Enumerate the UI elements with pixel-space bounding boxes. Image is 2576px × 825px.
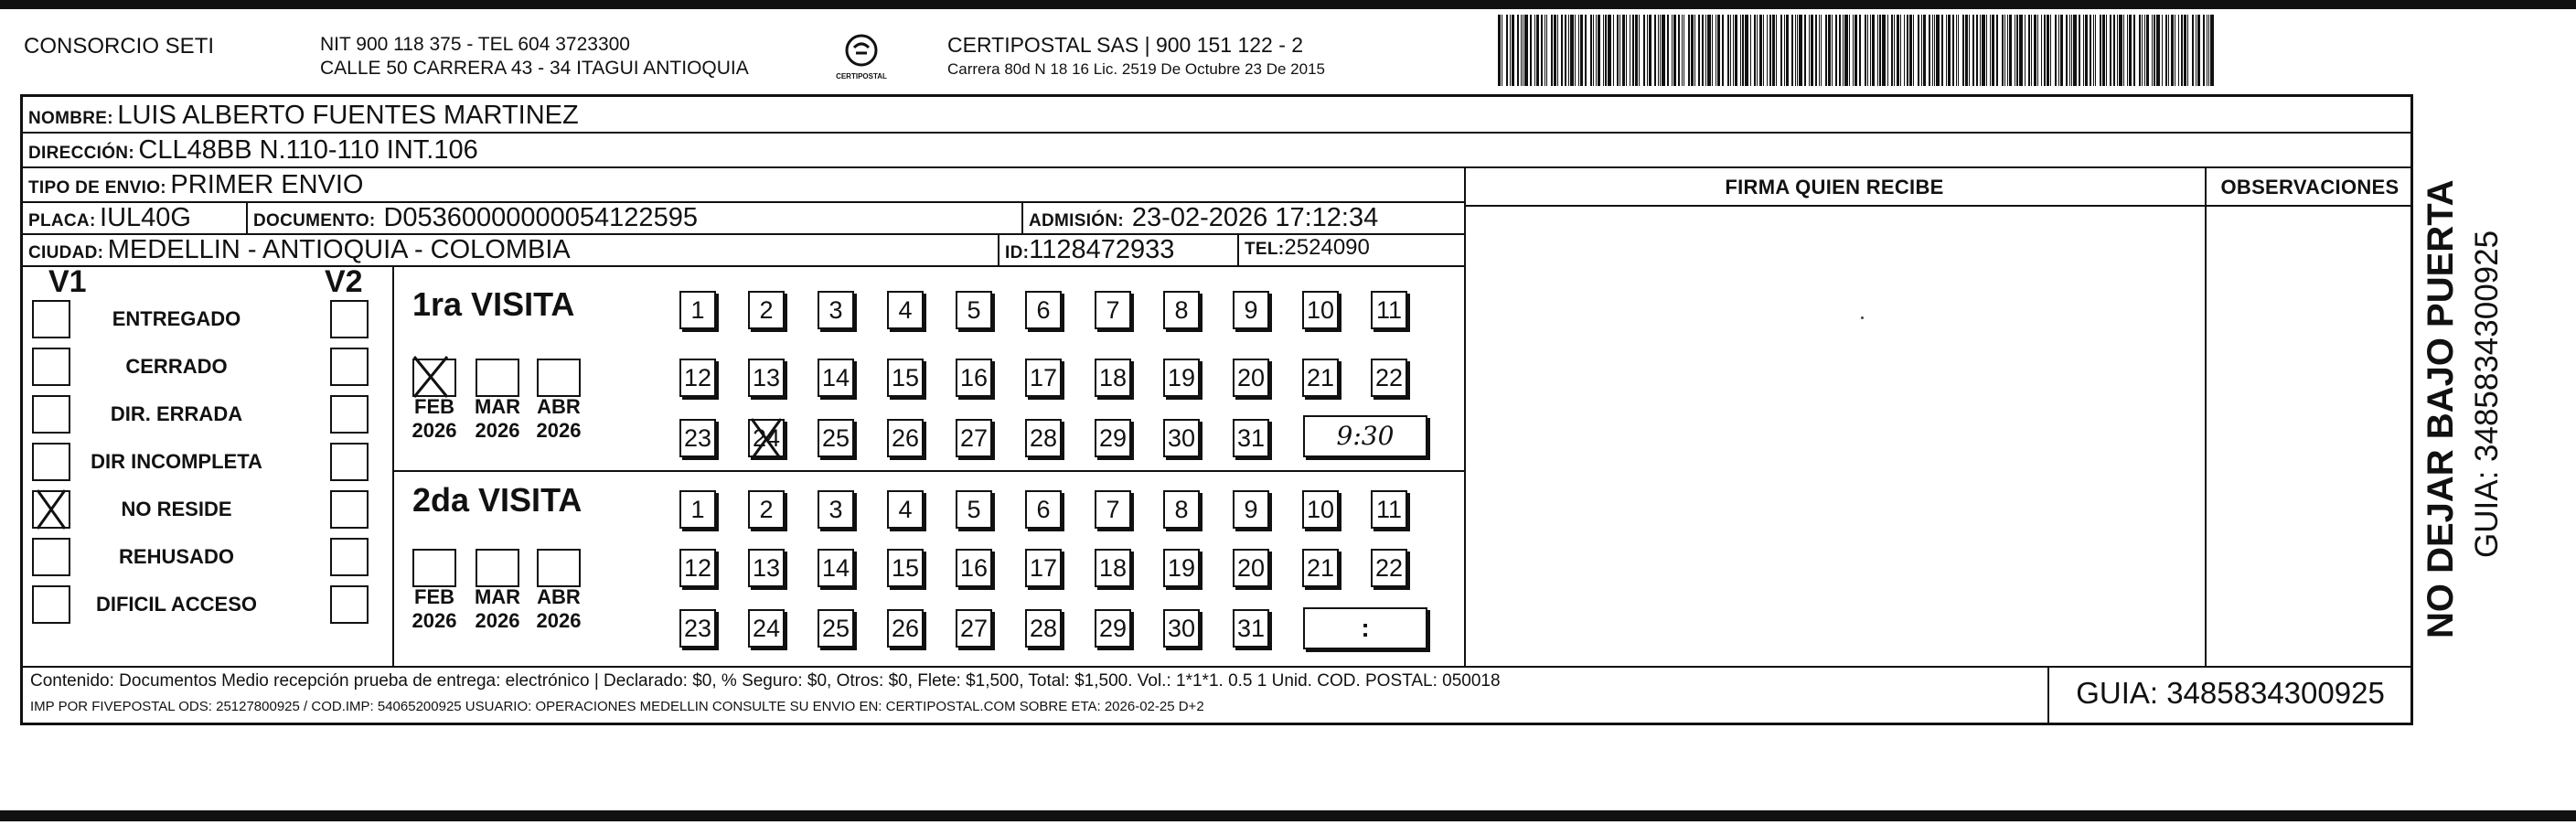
barcode bbox=[1498, 15, 2220, 86]
first-day-box[interactable]: 18 bbox=[1095, 359, 1131, 397]
status-label: DIR. ERRADA bbox=[110, 402, 243, 425]
first-day-box[interactable]: 6 bbox=[1025, 291, 1062, 329]
v2-checkbox[interactable] bbox=[330, 300, 369, 338]
first-day-box[interactable]: 5 bbox=[956, 291, 992, 329]
placa-field: PLACA: IUL40G bbox=[28, 203, 191, 232]
first-day-box[interactable]: 23 bbox=[679, 419, 716, 457]
first-day-box[interactable]: 8 bbox=[1163, 291, 1200, 329]
v2-header: V2 bbox=[325, 264, 363, 299]
tel-field: TEL: 2524090 bbox=[1245, 235, 1370, 260]
second-day-box[interactable]: 16 bbox=[956, 549, 992, 587]
first-day-box[interactable]: 17 bbox=[1025, 359, 1062, 397]
observaciones-header: OBSERVACIONES bbox=[2220, 176, 2400, 198]
second-day-box[interactable]: 7 bbox=[1095, 490, 1131, 529]
first-visit-time[interactable]: 9:30 bbox=[1303, 415, 1427, 457]
second-day-box[interactable]: 12 bbox=[679, 549, 716, 587]
second-visit-time[interactable]: : bbox=[1303, 607, 1427, 649]
tipo-envio-row: TIPO DE ENVIO: PRIMER ENVIO bbox=[28, 170, 364, 199]
second-day-box[interactable]: 4 bbox=[887, 490, 924, 529]
v1-checkbox[interactable] bbox=[32, 585, 70, 624]
v2-checkbox[interactable] bbox=[330, 490, 369, 529]
first-day-box[interactable]: 14 bbox=[818, 359, 854, 397]
direccion-value: CLL48BB N.110-110 INT.106 bbox=[138, 135, 478, 165]
second-day-box[interactable]: 19 bbox=[1163, 549, 1200, 587]
first-day-box[interactable]: 30 bbox=[1163, 419, 1200, 457]
first-day-box[interactable]: 24 bbox=[748, 419, 785, 457]
first-day-box[interactable]: 1 bbox=[679, 291, 716, 329]
first-month-label: FEB 2026 bbox=[412, 395, 457, 442]
second-day-box[interactable]: 13 bbox=[748, 549, 785, 587]
v2-checkbox[interactable] bbox=[330, 585, 369, 624]
first-day-box[interactable]: 2 bbox=[748, 291, 785, 329]
ciudad-field: CIUDAD: MEDELLIN - ANTIOQUIA - COLOMBIA bbox=[28, 235, 571, 264]
v1-checkbox[interactable] bbox=[32, 538, 70, 576]
status-label: DIFICIL ACCESO bbox=[95, 593, 257, 616]
stray-dot bbox=[1861, 316, 1864, 319]
second-day-box[interactable]: 5 bbox=[956, 490, 992, 529]
first-day-box[interactable]: 11 bbox=[1371, 291, 1407, 329]
first-day-box[interactable]: 9 bbox=[1233, 291, 1269, 329]
status-label: NO RESIDE bbox=[121, 498, 232, 520]
second-day-box[interactable]: 28 bbox=[1025, 609, 1062, 648]
second-day-box[interactable]: 26 bbox=[887, 609, 924, 648]
first-day-box[interactable]: 15 bbox=[887, 359, 924, 397]
second-month-label: ABR 2026 bbox=[536, 585, 582, 632]
direccion-row: DIRECCIÓN: CLL48BB N.110-110 INT.106 bbox=[28, 135, 478, 165]
first-day-box[interactable]: 28 bbox=[1025, 419, 1062, 457]
firma-header: FIRMA QUIEN RECIBE bbox=[1725, 176, 1944, 198]
first-day-box[interactable]: 25 bbox=[818, 419, 854, 457]
status-label: ENTREGADO bbox=[112, 307, 241, 330]
nit-line: NIT 900 118 375 - TEL 604 3723300 bbox=[320, 34, 630, 55]
first-day-box[interactable]: 22 bbox=[1371, 359, 1407, 397]
first-day-box[interactable]: 31 bbox=[1233, 419, 1269, 457]
second-day-box[interactable]: 8 bbox=[1163, 490, 1200, 529]
second-day-box[interactable]: 15 bbox=[887, 549, 924, 587]
documento-field: DOCUMENTO: D05360000000054122595 bbox=[253, 203, 698, 232]
second-day-box[interactable]: 2 bbox=[748, 490, 785, 529]
first-day-box[interactable]: 26 bbox=[887, 419, 924, 457]
v1-checkbox[interactable] bbox=[32, 443, 70, 481]
v2-checkbox[interactable] bbox=[330, 395, 369, 434]
nombre-value: LUIS ALBERTO FUENTES MARTINEZ bbox=[117, 101, 579, 130]
second-day-box[interactable]: 24 bbox=[748, 609, 785, 648]
v1-checkbox[interactable] bbox=[32, 348, 70, 386]
first-day-box[interactable]: 20 bbox=[1233, 359, 1269, 397]
second-day-box[interactable]: 21 bbox=[1302, 549, 1339, 587]
nombre-row: NOMBRE: LUIS ALBERTO FUENTES MARTINEZ bbox=[28, 101, 579, 130]
v1-header: V1 bbox=[48, 264, 87, 299]
v1-checkbox[interactable] bbox=[32, 490, 70, 529]
guia-number: GUIA: 3485834300925 bbox=[2076, 676, 2385, 710]
first-month-label: MAR 2026 bbox=[474, 395, 521, 442]
certipostal-logo: CERTIPOSTAL bbox=[834, 33, 889, 88]
second-day-box[interactable]: 6 bbox=[1025, 490, 1062, 529]
imp-line: IMP POR FIVEPOSTAL ODS: 25127800925 / COD.IMP: 54065200925 USUARIO: OPERACIONES MEDELLIN CONSULTE SU ENVIO EN: CERTIPOSTAL.COM SOBRE ETA: 2026-02-25 D+2 bbox=[30, 699, 1204, 714]
bottom-border bbox=[0, 810, 2576, 821]
second-day-box[interactable]: 11 bbox=[1371, 490, 1407, 529]
company-name: CONSORCIO SETI bbox=[24, 34, 215, 59]
second-day-box[interactable]: 14 bbox=[818, 549, 854, 587]
second-visit-title: 2da VISITA bbox=[412, 481, 583, 519]
second-month-label: FEB 2026 bbox=[412, 585, 457, 632]
status-label: REHUSADO bbox=[119, 545, 234, 568]
v2-checkbox[interactable] bbox=[330, 443, 369, 481]
first-month-box[interactable] bbox=[412, 359, 456, 397]
v1-checkbox[interactable] bbox=[32, 395, 70, 434]
logo-icon bbox=[843, 33, 880, 68]
second-day-box[interactable]: 3 bbox=[818, 490, 854, 529]
first-day-box[interactable]: 13 bbox=[748, 359, 785, 397]
license-line: Carrera 80d N 18 16 Lic. 2519 De Octubre 23 De 2015 bbox=[947, 60, 1325, 78]
second-day-box[interactable]: 27 bbox=[956, 609, 992, 648]
carrier-line: CERTIPOSTAL SAS | 900 151 122 - 2 bbox=[947, 33, 1304, 57]
first-day-box[interactable]: 10 bbox=[1302, 291, 1339, 329]
first-day-box[interactable]: 16 bbox=[956, 359, 992, 397]
delivery-form bbox=[20, 94, 2413, 725]
second-day-box[interactable]: 10 bbox=[1302, 490, 1339, 529]
first-day-box[interactable]: 27 bbox=[956, 419, 992, 457]
second-day-box[interactable]: 1 bbox=[679, 490, 716, 529]
tipo-envio-value: PRIMER ENVIO bbox=[170, 170, 364, 199]
first-day-box[interactable]: 21 bbox=[1302, 359, 1339, 397]
second-day-box[interactable]: 23 bbox=[679, 609, 716, 648]
first-day-box[interactable]: 19 bbox=[1163, 359, 1200, 397]
first-visit-title: 1ra VISITA bbox=[412, 285, 575, 323]
second-day-box[interactable]: 22 bbox=[1371, 549, 1407, 587]
second-day-box[interactable]: 18 bbox=[1095, 549, 1131, 587]
second-month-label: MAR 2026 bbox=[474, 585, 521, 632]
second-day-box[interactable]: 25 bbox=[818, 609, 854, 648]
first-day-box[interactable]: 12 bbox=[679, 359, 716, 397]
first-day-box[interactable]: 3 bbox=[818, 291, 854, 329]
second-month-box[interactable] bbox=[412, 549, 456, 587]
second-day-box[interactable]: 9 bbox=[1233, 490, 1269, 529]
second-month-box[interactable] bbox=[476, 549, 519, 587]
second-month-box[interactable] bbox=[537, 549, 581, 587]
second-day-box[interactable]: 20 bbox=[1233, 549, 1269, 587]
first-day-box[interactable]: 4 bbox=[887, 291, 924, 329]
address-line: CALLE 50 CARRERA 43 - 34 ITAGUI ANTIOQUIA bbox=[320, 58, 749, 79]
second-day-box[interactable]: 17 bbox=[1025, 549, 1062, 587]
v2-checkbox[interactable] bbox=[330, 348, 369, 386]
contenido-line: Contenido: Documentos Medio recepción prueba de entrega: electrónico | Declarado: $0, % Seguro: $0, Otros: $0, Flete: $1,500, Total: $1,500. Vol.: 1*1*1. 0.5 1 Unid. COD. POSTAL: 050018 bbox=[30, 671, 1501, 691]
second-day-box[interactable]: 29 bbox=[1095, 609, 1131, 648]
top-border bbox=[0, 0, 2576, 9]
first-month-label: ABR 2026 bbox=[536, 395, 582, 442]
second-day-box[interactable]: 31 bbox=[1233, 609, 1269, 648]
v2-checkbox[interactable] bbox=[330, 538, 369, 576]
admision-field: ADMISIÓN: 23-02-2026 17:12:34 bbox=[1029, 203, 1379, 232]
status-label: DIR INCOMPLETA bbox=[91, 450, 262, 473]
second-day-box[interactable]: 30 bbox=[1163, 609, 1200, 648]
first-day-box[interactable]: 29 bbox=[1095, 419, 1131, 457]
side-guia: GUIA: 3485834300925 bbox=[2469, 230, 2505, 558]
first-day-box[interactable]: 7 bbox=[1095, 291, 1131, 329]
status-label: CERRADO bbox=[125, 355, 228, 378]
first-month-box[interactable] bbox=[476, 359, 519, 397]
id-field: ID: 1128472933 bbox=[1005, 235, 1175, 264]
v1-checkbox[interactable] bbox=[32, 300, 70, 338]
no-dejar-bajo-puerta: NO DEJAR BAJO PUERTA bbox=[2421, 179, 2461, 638]
first-month-box[interactable] bbox=[537, 359, 581, 397]
